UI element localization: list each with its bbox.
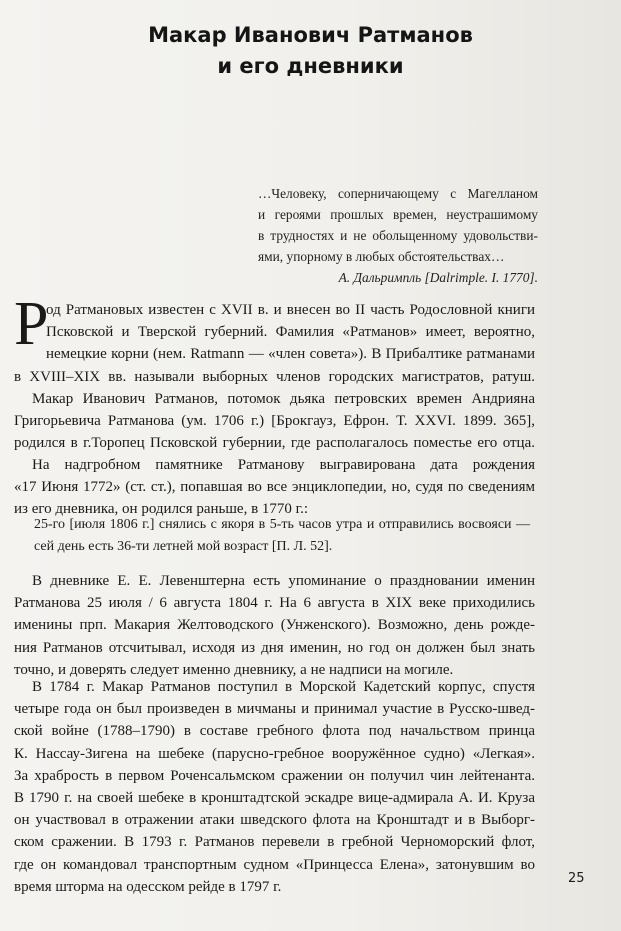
text-line: точно, и доверять следует именно дневнику, а не надписи на могиле. [14, 661, 454, 678]
text-line: На надгробном памятнике Ратманову выгравирована дата рождения [32, 457, 535, 473]
text-line: четыре года он был произведен в мичманы и принимал участие в Русско-швед- [14, 701, 535, 718]
page-number: 25 [568, 871, 585, 886]
text-line: ния Ратманов отсчитывал, исходя из дня именин, но год он должен был знать [14, 639, 535, 656]
text-line: в XVIII–XIX вв. называли выборных членов городских магистратов, ратуш. [14, 368, 535, 385]
diary-quote [34, 514, 530, 558]
text-line: В 1784 г. Макар Ратманов поступил в Морской Кадетский корпус, спустя [32, 679, 535, 695]
quote-line: 25-го [июля 1806 г.] снялись с якоря в 5-ть часов утра и отправились восвояси — [34, 517, 530, 532]
text-line: од Ратмановых известен с XVII в. и внесен во II часть Родословной книги [46, 302, 535, 318]
paragraph-4 [14, 570, 535, 681]
text-line: где он командовал транспортным судном «Принцесса Елена», затонувшим во [14, 856, 535, 873]
text-line: За храбрость в первом Роченсальмском сражении он получил чин лейтенанта. [14, 767, 535, 784]
epigraph-line: и героями прошлых времен, неустрашимому [258, 207, 538, 222]
text-line: «17 Июня 1772» (ст. ст.), попавшая во все энциклопедии, но, судя по сведениям [14, 479, 535, 496]
text-line: время шторма на одесском рейде в 1797 г. [14, 878, 282, 895]
text-line: В 1790 г. на своей шебеке в кронштадтской эскадре вице-адмирала А. И. Круза [14, 790, 535, 807]
text-line: он участвовал в отражении атаки шведского флота на Кронштадт и в Выборг- [14, 812, 535, 829]
text-line: В дневнике Е. Е. Левенштерна есть упоминание о праздновании именин [32, 573, 535, 589]
text-line: родился в г.Торопец Псковской губернии, где располагалось поместье его отца. [14, 435, 535, 452]
paragraph-2 [14, 388, 535, 455]
paragraph-1 [14, 299, 535, 388]
epigraph-source: А. Дальримпль [Dalrimple. I. 1770]. [338, 270, 538, 285]
text-line: именины прп. Макария Желтоводского (Унженского). Возможно, день рожде- [14, 617, 535, 634]
quote-line: сей день есть 36-ти летней мой возраст [П. Л. 52]. [34, 539, 333, 554]
chapter-title [0, 20, 621, 82]
chapter-title-line-1: Макар Иванович Ратманов [148, 23, 473, 47]
text-line: Григорьевича Ратманова (ум. 1706 г.) [Брокгауз, Ефрон. Т. XXVI. 1899. 365], [14, 413, 535, 430]
epigraph-line: ями, упорному в любых обстоятельствах… [258, 249, 505, 264]
paragraph-3 [14, 454, 535, 521]
epigraph-line: в трудностях и не обольщенному удовольстви- [258, 228, 538, 243]
text-line: Макар Иванович Ратманов, потомок дьяка петровских времен Андрияна [32, 391, 535, 407]
text-line: К. Нассау-Зигена на шебеке (парусно-гребное вооружённое судно) «Легкая». [14, 745, 535, 762]
epigraph [258, 183, 538, 288]
text-line: Псковской и Тверской губерний. Фамилия «Ратманов» имеет, вероятно, [46, 324, 535, 341]
text-line: из его дневника, он родился раньше, в 1770 г.: [14, 501, 309, 518]
text-line: ском сражении. В 1793 г. Ратманов перевели в гребной Черноморский флот, [14, 834, 535, 851]
text-line: ской войне (1788–1790) в составе гребного флота под начальством принца [14, 723, 535, 740]
drop-cap: Р [14, 290, 49, 358]
epigraph-line: …Человеку, соперничающему с Магелланом [258, 186, 538, 201]
paragraph-5 [14, 676, 535, 898]
text-line: Ратманова 25 июля / 6 августа 1804 г. На 6 августа в XIX веке приходились [14, 595, 535, 612]
text-line: немецкие корни (нем. Ratmann — «член совета»). В Прибалтике ратманами [46, 346, 535, 363]
chapter-title-line-2: и его дневники [217, 54, 404, 78]
